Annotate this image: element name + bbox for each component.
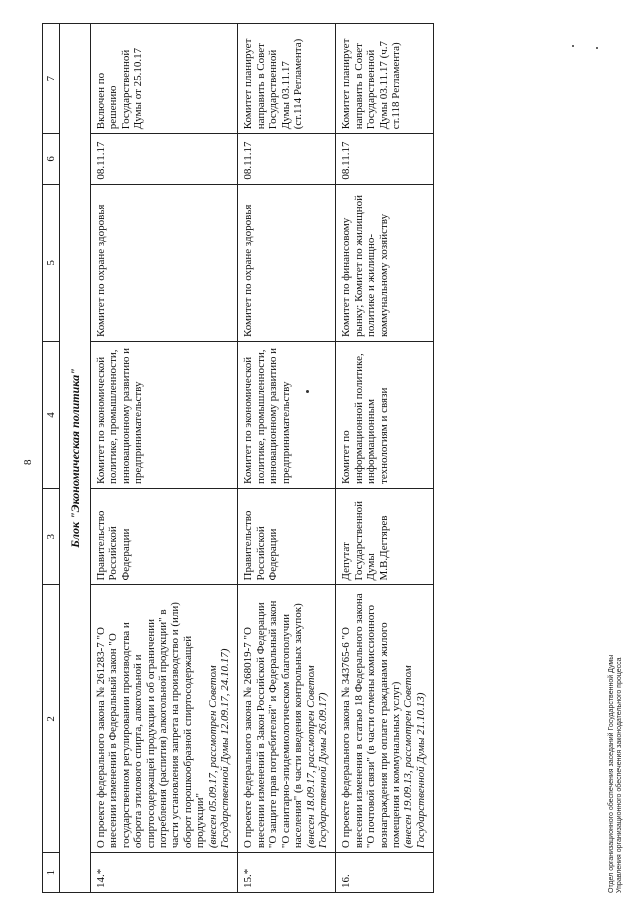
bill-description-cell (336, 585, 434, 853)
column-header: 4 (43, 342, 60, 489)
bill-note: (внесен 05.09.17, рассмотрен Советом Государственной Думы 12.09.17, 24.10.17) (206, 648, 232, 849)
status-note: Включен по решению Государственной Думы от 25.10.17 (91, 24, 238, 134)
scan-speck (596, 47, 598, 49)
review-date: 08.11.17 (238, 134, 336, 184)
page-footer (608, 655, 624, 893)
table-row (91, 24, 238, 893)
bill-description: О проекте федерального закона № 268019-7 "О внесении изменений в Закон Российской Федерации "О защите прав потребителей" и Федеральный закон "О санитарно-эпидемиологическом благополучии населения" (в части введения контрольных закупок) (242, 600, 305, 849)
block-title: Блок "Экономическая политика" (60, 24, 91, 893)
row-number: 14.* (91, 853, 238, 893)
column-header: 2 (43, 585, 60, 853)
row-number: 16. (336, 853, 434, 893)
bill-description-cell (91, 585, 238, 853)
bill-description-cell (238, 585, 336, 853)
agenda-table (42, 23, 434, 893)
co-executor-committee: Комитет по экономической политике, промышленности, инновационному развитию и предпринимательству (91, 342, 238, 489)
footer-line: Отдел организационного обеспечения заседаний Государственной Думы (608, 654, 615, 893)
status-note: Комитет планирует направить в Совет Государственной Думы 03.11.17 (ст.114 Регламента) (238, 24, 336, 134)
bill-description: О проекте федерального закона № 343765-6 "О внесении изменения в статью 18 Федерального закона "О почтовой связи" (в части отмены комиссионного вознаграждения при оплате гражданами жилого помещения и коммунальных услуг) (340, 593, 402, 849)
responsible-committee: Комитет по охране здоровья (238, 184, 336, 341)
table-row (336, 24, 434, 893)
column-header: 1 (43, 853, 60, 893)
footer-line: Управления организационного обеспечения законодательного процесса (616, 657, 623, 893)
initiator: Правительство Российской Федерации (91, 488, 238, 585)
review-date: 08.11.17 (336, 134, 434, 184)
row-number: 15.* (238, 853, 336, 893)
bill-note: (внесен 18.09.17, рассмотрен Советом Государственной Думы 26.09.17) (304, 665, 329, 849)
column-header: 6 (43, 134, 60, 184)
bill-description: О проекте федерального закона № 261283-7 "О внесении изменений в Федеральный закон "О государственном регулировании производства и оборота этилового спирта, алкогольной и спиртосодержащей продукции и об ограничении потребления (распития) алкогольной продукции" в части установления запрета на производство и (или) оборот порошкообразной спиртосодержащей продукции" (95, 602, 207, 849)
page-number: 8 (22, 459, 34, 465)
status-note: Комитет планирует направить в Совет Государственной Думы 03.11.17 (ч.7 ст.118 Регламента) (336, 24, 434, 134)
co-executor-committee: Комитет по информационной политике, информационным технологиям и связи (336, 342, 434, 489)
scan-speck (306, 390, 309, 393)
initiator: Депутат Государственной Думы М.В.Дегтярев (336, 488, 434, 585)
review-date: 08.11.17 (91, 134, 238, 184)
column-header: 5 (43, 184, 60, 341)
responsible-committee: Комитет по финансовому рынку; Комитет по жилищной политике и жилищно-коммунальному хозяйству (336, 184, 434, 341)
column-header: 3 (43, 488, 60, 585)
initiator: Правительство Российской Федерации (238, 488, 336, 585)
table-row (238, 24, 336, 893)
bill-note: (внесен 19.09.13, рассмотрен Советом Государственной Думы 21.10.13) (402, 665, 427, 849)
responsible-committee: Комитет по охране здоровья (91, 184, 238, 341)
block-title-row (60, 24, 91, 893)
scan-speck (572, 45, 574, 47)
co-executor-committee: Комитет по экономической политике, промышленности, инновационному развитию и предпринимательству (238, 342, 336, 489)
header-row (43, 24, 60, 893)
column-header: 7 (43, 24, 60, 134)
